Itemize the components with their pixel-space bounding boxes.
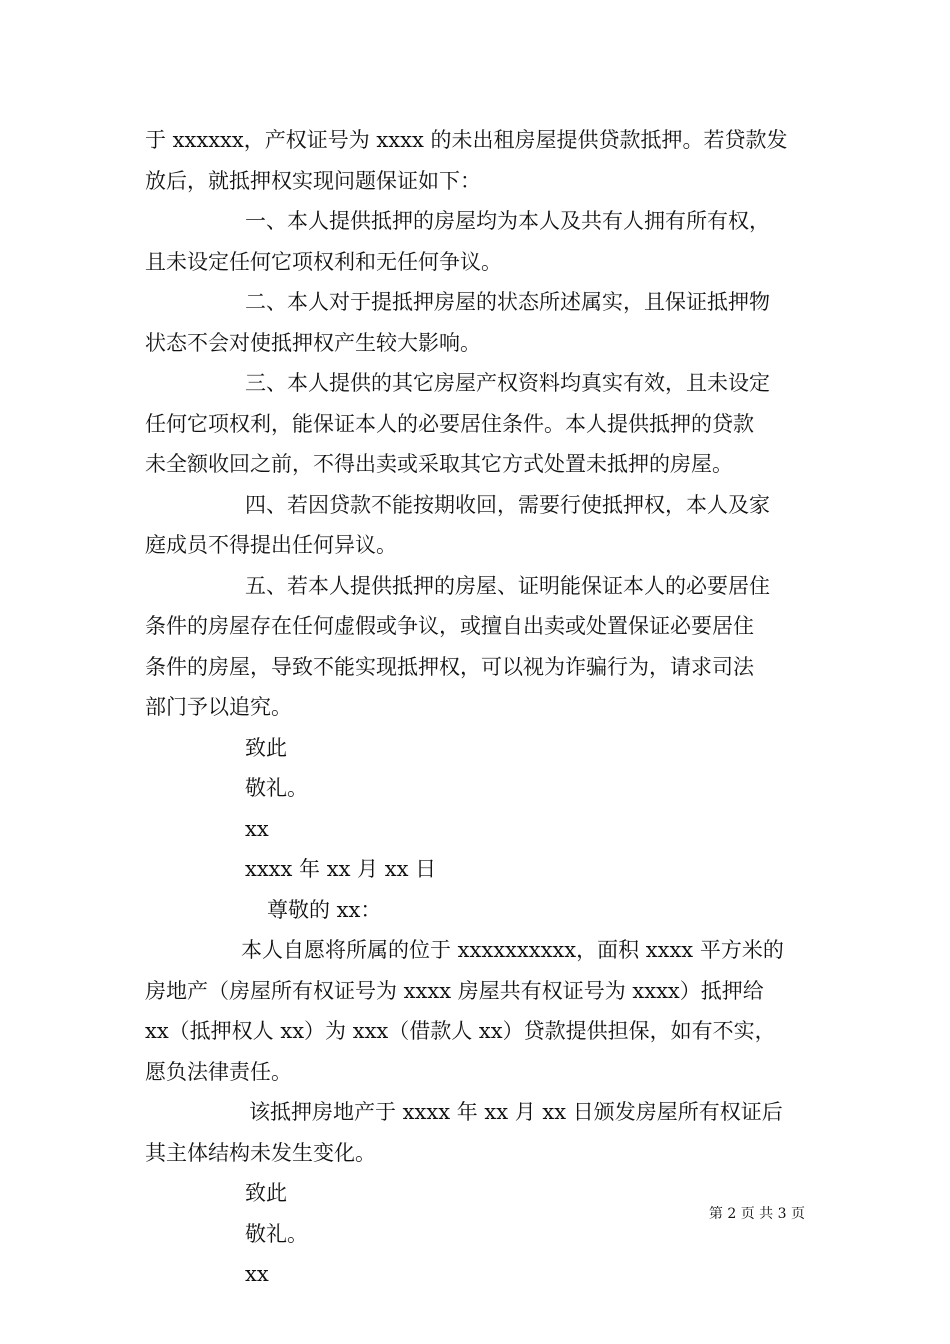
date-line: xxxx 年 xx 月 xx 日 (245, 857, 437, 881)
closing-salutation: 致此 (245, 1181, 287, 1205)
closing-salutation: 致此 (245, 735, 287, 760)
page-footer: 第 2 页 共 3 页 (708, 1206, 805, 1222)
body-line: 庭成员不得提出任何异议。 (145, 533, 397, 557)
body-line: 且未设定任何它项权利和无任何争议。 (145, 249, 502, 274)
structure-paragraph: 该抵押房地产于 xxxx 年 xx 月 xx 日颁发房屋所有权证后 (249, 1100, 783, 1124)
body-line: 愿负法律责任。 (145, 1059, 292, 1084)
body-line: 未全额收回之前，不得出卖或采取其它方式处置未抵押的房屋。 (145, 452, 733, 476)
document-body (145, 120, 810, 1295)
closing-regards: 敬礼。 (245, 1221, 308, 1246)
body-line: 条件的房屋，导致不能实现抵押权，可以视为诈骗行为，请求司法 (145, 654, 754, 679)
body-line: xx（抵押权人 xx）为 xxx（借款人 xx）贷款提供担保，如有不实， (145, 1019, 776, 1043)
signature: xx (245, 1262, 269, 1286)
clause-three: 三、本人提供的其它房屋产权资料均真实有效，且未设定 (245, 371, 770, 395)
body-line: 条件的房屋存在任何虚假或争议，或擅自出卖或处置保证必要居住 (145, 614, 754, 638)
signature: xx (245, 816, 269, 841)
body-line: 于 xxxxxx，产权证号为 xxxx 的未出租房屋提供贷款抵押。若贷款发 (145, 128, 788, 152)
clause-one: 一、本人提供抵押的房屋均为本人及共有人拥有所有权， (245, 209, 770, 233)
body-line: 部门予以追究。 (145, 695, 292, 719)
greeting: 尊敬的 xx： (267, 897, 382, 922)
statement-paragraph: 本人自愿将所属的位于 xxxxxxxxxx，面积 xxxx 平方米的 (241, 938, 784, 962)
body-line: 房地产（房屋所有权证号为 xxxx 房屋共有权证号为 xxxx）抵押给 (145, 978, 764, 1003)
clause-five: 五、若本人提供抵押的房屋、证明能保证本人的必要居住 (245, 573, 770, 598)
clause-four: 四、若因贷款不能按期收回，需要行使抵押权，本人及家 (245, 492, 770, 517)
body-line: 状态不会对使抵押权产生较大影响。 (145, 330, 481, 355)
body-line: 其主体结构未发生变化。 (145, 1140, 376, 1165)
closing-regards: 敬礼。 (245, 776, 308, 800)
body-line: 放后，就抵押权实现问题保证如下： (145, 168, 481, 193)
clause-two: 二、本人对于提抵押房屋的状态所述属实，且保证抵押物 (245, 290, 770, 314)
body-line: 任何它项权利，能保证本人的必要居住条件。本人提供抵押的贷款 (145, 411, 754, 436)
